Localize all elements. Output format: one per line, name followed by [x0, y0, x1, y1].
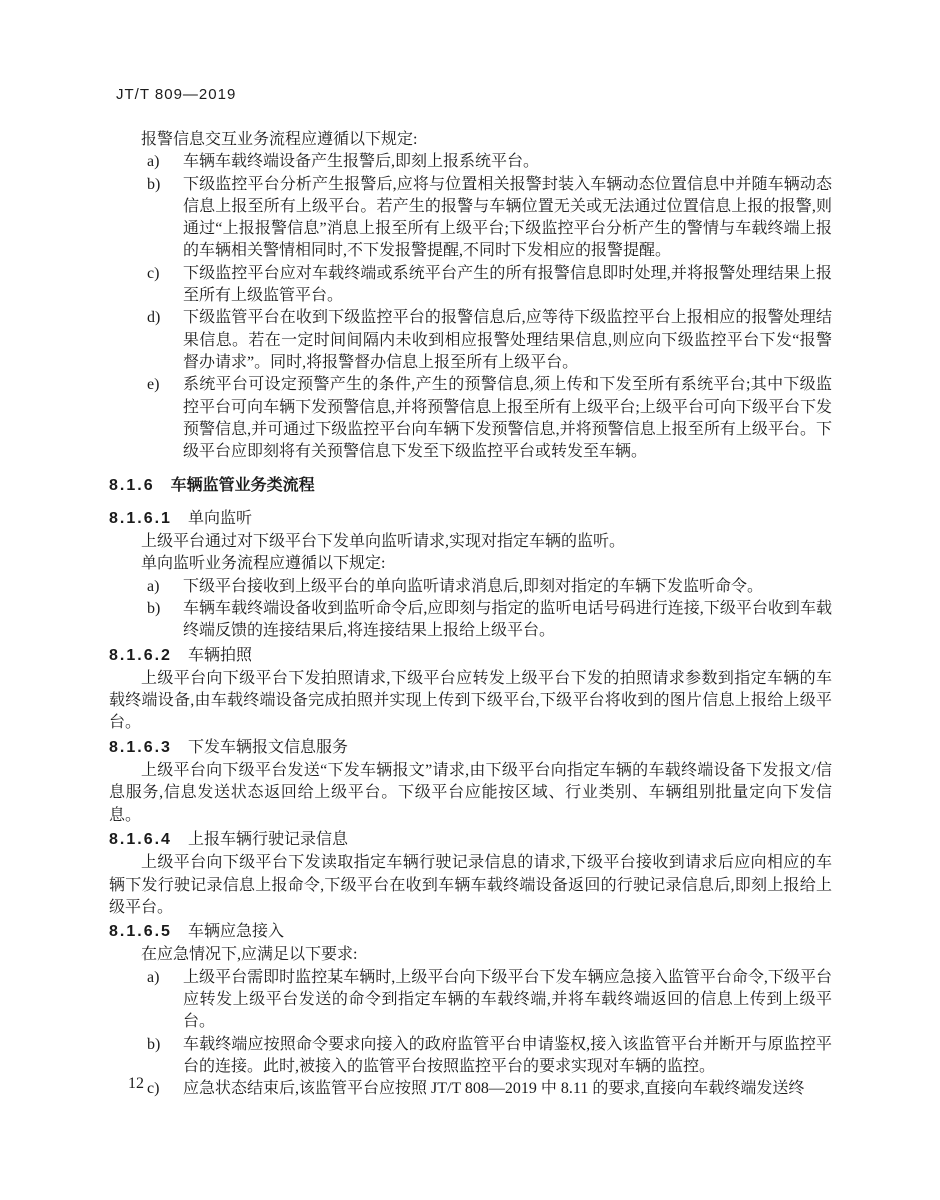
paragraph-alarm-intro: 报警信息交互业务流程应遵循以下规定: — [141, 131, 418, 148]
list-item — [109, 598, 832, 643]
section-heading-8-1-6-5 — [109, 921, 832, 943]
section-title: 下发车辆报文信息服务 — [187, 738, 348, 756]
section-number: 8.1.6.3 — [109, 738, 172, 756]
list-item-text: 下级监控平台应对车载终端或系统平台产生的所有报警信息即时处理,并将报警处理结果上报至所有上级监管平台。 — [183, 264, 832, 305]
list-item — [109, 1034, 832, 1079]
list-item — [109, 374, 832, 463]
section-number: 8.1.6.4 — [109, 830, 172, 848]
list-item-label: d) — [147, 309, 161, 327]
list-item — [109, 967, 832, 1034]
section-heading-8-1-6-3 — [109, 737, 832, 759]
list-item — [109, 576, 832, 598]
paragraph-photo: 上级平台向下级平台下发拍照请求,下级平台应转发上级平台下发的拍照请求参数到指定车辆的车载终端设备,由车载终端设备完成拍照并实现上传到下级平台,下级平台将收到的图片信息上报给上级平台。 — [109, 669, 832, 732]
section-number: 8.1.6.5 — [109, 923, 172, 941]
list-item — [109, 307, 832, 374]
list-item-label: c) — [147, 264, 160, 282]
section-number: 8.1.6.2 — [109, 646, 172, 664]
page-number: 12 — [128, 1075, 144, 1092]
section-title: 单向监听 — [187, 509, 252, 527]
list-item-text: 车辆车载终端设备收到监听命令后,应即刻与指定的监听电话号码进行连接,下级平台收到车载终端反馈的连接结果后,将连接结果上报给上级平台。 — [183, 599, 832, 640]
paragraph-record: 上级平台向下级平台下发读取指定车辆行驶记录信息的请求,下级平台接收到请求后应向相应的车辆下发行驶记录信息上报命令,下级平台在收到车辆车载终端设备返回的行驶记录信息后,即刻上报给上级平台。 — [109, 854, 832, 916]
section-heading-8-1-6-2 — [109, 645, 832, 667]
list-item-text: 下级监控平台分析产生报警后,应将与位置相关报警封装入车辆动态位置信息中并随车辆动态信息上报至所有上级平台。若产生的报警与车辆位置无关或无法通过位置信息上报的报警,则通过“上报报警信息”消息上报至所有上级平台;下级监控平台分析产生的警情与车载终端上报的车辆相关警情相同时,不下发报警提醒,不同时下发相应的报警提醒。 — [183, 175, 832, 260]
alarm-rules-list — [109, 151, 832, 463]
standard-number-header: JT/T 809—2019 — [116, 86, 237, 103]
section-title: 车辆监管业务类流程 — [170, 477, 315, 495]
section-title: 车辆应急接入 — [187, 923, 284, 941]
list-item-text: 车载终端应按照命令要求向接入的政府监管平台申请鉴权,接入该监管平台并断开与原监控平台的连接。此时,被接入的监管平台按照监控平台的要求实现对车辆的监控。 — [183, 1035, 832, 1075]
list-item-text: 车辆车载终端设备产生报警后,即刻上报系统平台。 — [183, 153, 540, 171]
list-item-text: 上级平台需即时监控某车辆时,上级平台向下级平台下发车辆应急接入监管平台命令,下级平台应转发上级平台发送的命令到指定车辆的车载终端,并将车载终端返回的信息上传到上级平台。 — [183, 968, 832, 1031]
list-item-text: 系统平台可设定预警产生的条件,产生的预警信息,须上传和下发至所有系统平台;其中下级监控平台可向车辆下发预警信息,并将预警信息上报至所有上级平台;上级平台可向下级平台下发预警信息,并可通过下级监控平台向车辆下发预警信息,并将预警信息上报至所有上级平台。下级平台应即刻将有关预警信息下发至下级监控平台或转发至车辆。 — [183, 376, 832, 461]
section-number: 8.1.6.1 — [109, 509, 172, 527]
list-item-label: b) — [147, 599, 161, 617]
section-number: 8.1.6 — [109, 477, 155, 495]
section-heading-8-1-6-4 — [109, 829, 832, 851]
list-item-label: e) — [147, 376, 160, 394]
list-item-text: 应急状态结束后,该监管平台应按照 JT/T 808—2019 中 8.11 的要求,直接向车载终端发送终 — [183, 1080, 805, 1098]
list-item — [109, 151, 832, 173]
list-item-label: b) — [147, 175, 161, 193]
list-item-label: a) — [147, 577, 160, 595]
list-item-text: 下级监管平台在收到下级监控平台的报警信息后,应等待下级监控平台上报相应的报警处理结果信息。若在一定时间间隔内未收到相应报警处理结果信息,则应向下级监控平台下发“报警督办请求”。同时,将报警督办信息上报至所有上级平台。 — [183, 309, 832, 371]
section-title: 车辆拍照 — [187, 646, 252, 664]
paragraph-message: 上级平台向下级平台发送“下发车辆报文”请求,由下级平台向指定车辆的车载终端设备下发报文/信息服务,信息发送状态返回给上级平台。下级平台应能按区域、行业类别、车辆组别批量定向下发信息。 — [109, 762, 832, 824]
section-heading-8-1-6-1 — [109, 508, 832, 530]
list-item-label: a) — [147, 968, 160, 986]
section-title: 上报车辆行驶记录信息 — [187, 830, 348, 848]
list-item — [109, 174, 832, 263]
list-item-text: 下级平台接收到上级平台的单向监听请求消息后,即刻对指定的车辆下发监听命令。 — [183, 577, 764, 595]
list-item — [109, 1078, 832, 1100]
paragraph-emergency-intro: 在应急情况下,应满足以下要求: — [141, 946, 358, 964]
list-item-label: a) — [147, 153, 160, 171]
list-item-label: b) — [147, 1035, 161, 1053]
list-item — [109, 263, 832, 308]
monitor-rules-list — [109, 576, 832, 643]
paragraph-monitor-2: 单向监听业务流程应遵循以下规定: — [141, 555, 386, 573]
list-item-label: c) — [147, 1080, 160, 1098]
paragraph-monitor-1: 上级平台通过对下级平台下发单向监听请求,实现对指定车辆的监听。 — [141, 533, 626, 551]
document-body — [109, 129, 832, 1100]
section-heading-8-1-6 — [109, 475, 832, 497]
emergency-rules-list — [109, 967, 832, 1101]
